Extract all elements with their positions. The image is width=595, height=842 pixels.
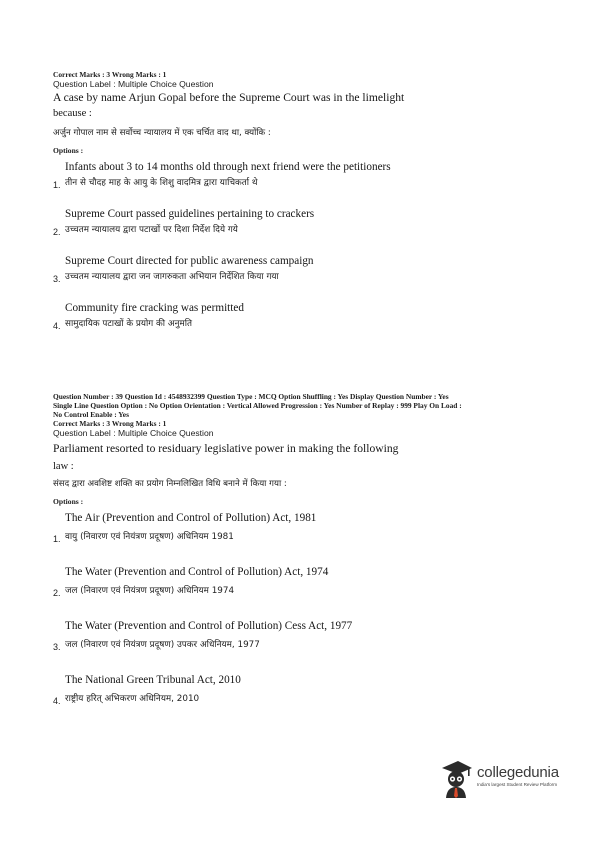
option-4-english: The National Green Tribunal Act, 2010 — [65, 674, 241, 686]
option-2-hindi: उच्चतम न्यायालय द्वारा पटाखों पर दिशा निर्देश दिये गये — [65, 225, 238, 235]
option-3-english: Supreme Court directed for public awareness campaign — [65, 255, 314, 267]
question-text-hindi: संसद द्वारा अवशिष्ट शक्ति का प्रयोग निम्नलिखित विधि बनाने में किया गया : — [53, 479, 287, 489]
question-meta-line-2: Single Line Question Option : No Option Orientation : Vertical Allowed Progression : Yes Number of Replay : 999 Play On Load : — [53, 401, 462, 410]
question-label: Question Label : Multiple Choice Question — [53, 428, 214, 438]
logo-tagline: India's largest Student Review Platform — [477, 782, 558, 787]
question-text-line-2: law : — [53, 461, 74, 472]
option-4-hindi: सामुदायिक पटाखों के प्रयोग की अनुमति — [65, 319, 193, 329]
option-3-number: 3. — [53, 274, 61, 284]
question-text-line-1: A case by name Arjun Gopal before the Supreme Court was in the limelight — [53, 91, 405, 104]
option-1-number: 1. — [53, 180, 61, 190]
option-2-hindi: जल (निवारण एवं नियंत्रण प्रदूषण) अधिनियम 1974 — [65, 586, 235, 596]
option-4-number: 4. — [53, 321, 61, 331]
option-2[interactable] — [53, 207, 553, 237]
options-label: Options : — [53, 497, 84, 506]
option-4[interactable] — [53, 673, 553, 706]
question-meta-line-1: Question Number : 39 Question Id : 4548932399 Question Type : MCQ Option Shuffling : Yes Display Question Number : Yes — [53, 392, 449, 401]
options-label: Options : — [53, 146, 84, 155]
option-3-hindi: उच्चतम न्यायालय द्वारा जन जागरुकता अभियान निर्देशित किया गया — [65, 272, 279, 282]
question-text-line-2: because : — [53, 108, 92, 119]
option-2-english: The Water (Prevention and Control of Pollution) Act, 1974 — [65, 566, 329, 578]
option-4[interactable] — [53, 301, 553, 331]
logo-wordmark: collegedunia — [477, 764, 559, 781]
option-4-hindi: राष्ट्रीय हरित् अभिकरण अधिनियम, 2010 — [65, 694, 200, 704]
option-1-english: Infants about 3 to 14 months old through next friend were the petitioners — [65, 161, 391, 173]
option-2-english: Supreme Court passed guidelines pertaining to crackers — [65, 208, 315, 220]
option-3[interactable] — [53, 619, 553, 652]
question-block-1 — [53, 70, 553, 331]
option-2[interactable] — [53, 565, 553, 598]
question-text-line-1: Parliament resorted to residuary legislative power in making the following — [53, 442, 399, 455]
option-1-hindi: तीन से चौदह माह के आयु के शिशु वादमित्र द्वारा याचिकर्ता थे — [65, 178, 258, 188]
collegedunia-logo — [438, 758, 578, 804]
option-1[interactable] — [53, 511, 553, 544]
marks-info: Correct Marks : 3 Wrong Marks : 1 — [53, 70, 167, 79]
question-text-hindi: अर्जुन गोपाल नाम से सर्वोच्च न्यायालय में एक चर्चित वाद था, क्योंकि : — [53, 128, 271, 138]
option-4-number: 4. — [53, 696, 61, 706]
option-3-number: 3. — [53, 642, 61, 652]
option-1-number: 1. — [53, 534, 61, 544]
option-3-hindi: जल (निवारण एवं नियंत्रण प्रदूषण) उपकर अधिनियम, 1977 — [65, 640, 260, 650]
option-1-hindi: वायु (निवारण एवं नियंत्रण प्रदूषण) अधिनियम 1981 — [65, 532, 234, 542]
question-block-39 — [53, 392, 553, 706]
question-label: Question Label : Multiple Choice Question — [53, 79, 214, 89]
question-meta-line-3: No Control Enable : Yes — [53, 410, 129, 419]
marks-info: Correct Marks : 3 Wrong Marks : 1 — [53, 419, 167, 428]
option-2-number: 2. — [53, 227, 61, 237]
mascot-logo-icon — [438, 758, 474, 800]
option-1-english: The Air (Prevention and Control of Pollution) Act, 1981 — [65, 512, 317, 524]
option-4-english: Community fire cracking was permitted — [65, 302, 244, 314]
option-1[interactable] — [53, 160, 553, 190]
option-3-english: The Water (Prevention and Control of Pollution) Cess Act, 1977 — [65, 620, 353, 632]
option-3[interactable] — [53, 254, 553, 284]
option-2-number: 2. — [53, 588, 61, 598]
